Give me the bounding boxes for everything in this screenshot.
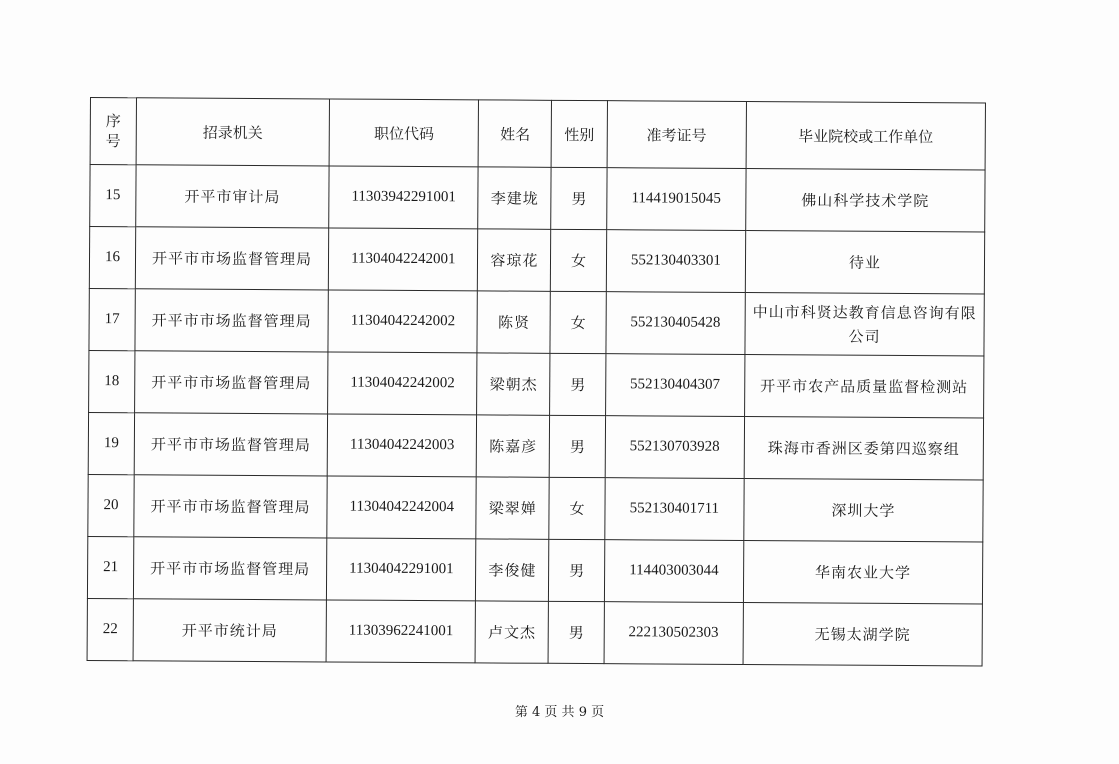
cell-name: 李建垅 <box>478 167 551 229</box>
cell-exam-id: 552130703928 <box>605 416 745 479</box>
cell-position-code: 11304042291001 <box>327 538 477 601</box>
cell-exam-id: 552130404307 <box>605 354 745 417</box>
header-name: 姓名 <box>479 100 552 167</box>
cell-position-code: 11304042242002 <box>328 290 478 353</box>
cell-sex: 男 <box>551 167 607 229</box>
cell-recruiting-org: 开平市市场监督管理局 <box>135 351 329 414</box>
header-serial-no: 序 号 <box>90 98 136 165</box>
cell-recruiting-org: 开平市市场监督管理局 <box>134 475 328 538</box>
cell-school-or-employer: 华南农业大学 <box>743 541 982 604</box>
cell-school-or-employer: 开平市农产品质量监督检测站 <box>744 355 983 418</box>
cell-school-or-employer: 中山市科贤达教育信息咨询有限公司 <box>745 293 984 356</box>
cell-exam-id: 114403003044 <box>604 540 744 603</box>
cell-recruiting-org: 开平市市场监督管理局 <box>133 537 327 600</box>
cell-serial-no: 20 <box>88 474 134 536</box>
cell-sex: 女 <box>549 477 605 539</box>
cell-exam-id: 552130405428 <box>606 292 746 355</box>
cell-position-code: 11304042242002 <box>328 352 478 415</box>
cell-sex: 男 <box>549 539 605 601</box>
table-row <box>88 412 983 479</box>
table-row <box>88 474 983 541</box>
cell-exam-id: 552130401711 <box>605 478 745 541</box>
table-row <box>90 165 985 232</box>
cell-serial-no: 22 <box>87 598 133 660</box>
table-row <box>87 536 982 603</box>
cell-recruiting-org: 开平市审计局 <box>136 165 330 228</box>
header-sex: 性别 <box>551 100 607 167</box>
cell-position-code: 11304042242003 <box>327 414 477 477</box>
cell-name: 梁翠婵 <box>476 477 549 539</box>
header-exam-id: 准考证号 <box>607 101 747 169</box>
cell-school-or-employer: 深圳大学 <box>744 479 983 542</box>
cell-serial-no: 21 <box>87 536 133 598</box>
cell-exam-id: 552130403301 <box>606 230 746 293</box>
cell-exam-id: 222130502303 <box>604 602 744 665</box>
cell-serial-no: 19 <box>88 412 134 474</box>
cell-serial-no: 15 <box>90 165 136 227</box>
cell-sex: 女 <box>551 229 607 291</box>
page-number: 第 4 页 共 9 页 <box>514 705 605 720</box>
cell-recruiting-org: 开平市市场监督管理局 <box>135 289 329 352</box>
table-row <box>89 350 984 417</box>
cell-name: 卢文杰 <box>476 601 549 663</box>
table-row <box>87 598 982 665</box>
cell-recruiting-org: 开平市统计局 <box>133 599 327 662</box>
cell-serial-no: 17 <box>89 288 135 350</box>
cell-name: 容琼花 <box>478 229 551 291</box>
cell-name: 梁朝杰 <box>477 353 550 415</box>
cell-sex: 男 <box>550 353 606 415</box>
cell-name: 李俊健 <box>476 539 549 601</box>
table-row <box>89 227 984 294</box>
header-position-code: 职位代码 <box>329 99 479 167</box>
table-header-row <box>90 98 985 170</box>
cell-position-code: 11304042242001 <box>328 228 478 291</box>
cell-school-or-employer: 珠海市香洲区委第四巡察组 <box>744 417 983 480</box>
cell-school-or-employer: 佛山科学技术学院 <box>746 169 985 232</box>
cell-school-or-employer: 待业 <box>745 231 984 294</box>
cell-position-code: 11304042242004 <box>327 476 477 539</box>
cell-sex: 女 <box>550 291 606 353</box>
header-recruiting-org: 招录机关 <box>136 98 330 166</box>
table-row <box>89 288 984 355</box>
cell-recruiting-org: 开平市市场监督管理局 <box>135 227 329 290</box>
cell-name: 陈贤 <box>477 291 550 353</box>
cell-serial-no: 16 <box>89 227 135 289</box>
cell-sex: 男 <box>548 601 604 663</box>
cell-sex: 男 <box>549 415 605 477</box>
cell-position-code: 11303942291001 <box>329 166 479 229</box>
cell-serial-no: 18 <box>89 350 135 412</box>
cell-exam-id: 114419015045 <box>606 168 746 231</box>
admission-table <box>87 97 986 666</box>
header-school-or-employer: 毕业院校或工作单位 <box>746 102 986 170</box>
cell-school-or-employer: 无锡太湖学院 <box>743 603 982 666</box>
cell-name: 陈嘉彦 <box>477 415 550 477</box>
cell-recruiting-org: 开平市市场监督管理局 <box>134 413 328 476</box>
cell-position-code: 11303962241001 <box>326 600 476 663</box>
